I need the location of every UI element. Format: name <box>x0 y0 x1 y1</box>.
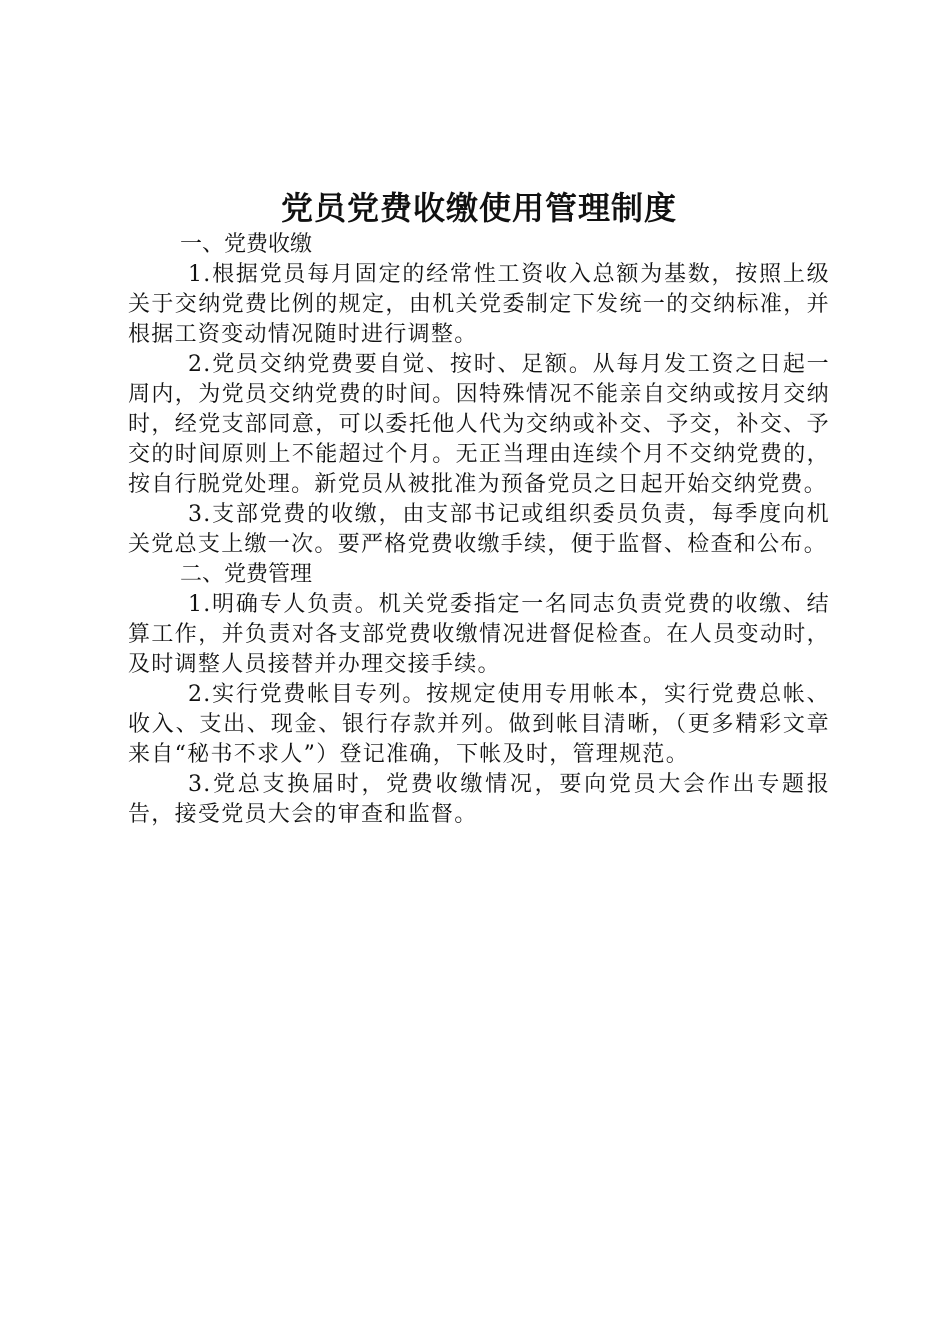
paragraph: 1.明确专人负责。机关党委指定一名同志负责党费的收缴、结算工作，并负责对各支部党费收缴情况进督促检查。在人员变动时，及时调整人员接替并办理交接手续。 <box>128 592 830 677</box>
paragraph: 3.支部党费的收缴，由支部书记或组织委员负责，每季度向机关党总支上缴一次。要严格党费收缴手续，便于监督、检查和公布。 <box>128 502 830 557</box>
paragraph: 1.根据党员每月固定的经常性工资收入总额为基数，按照上级关于交纳党费比例的规定，由机关党委制定下发统一的交纳标准，并根据工资变动情况随时进行调整。 <box>128 262 830 347</box>
document-title: 党员党费收缴使用管理制度 <box>280 189 677 227</box>
paragraph: 2.党员交纳党费要自觉、按时、足额。从每月发工资之日起一周内，为党员交纳党费的时间。因特殊情况不能亲自交纳或按月交纳时，经党支部同意，可以委托他人代为交纳或补交、予交，补交、予交的时间原则上不能超过个月。无正当理由连续个月不交纳党费的，按自行脱党处理。新党员从被批准为预备党员之日起开始交纳党费。 <box>128 352 830 497</box>
section-collection <box>128 230 830 560</box>
section-heading: 二、党费管理 <box>180 562 313 587</box>
document-page <box>128 186 830 830</box>
section-heading: 一、党费收缴 <box>180 232 313 257</box>
paragraph: 2.实行党费帐目专列。按规定使用专用帐本，实行党费总帐、收入、支出、现金、银行存款并列。做到帐目清晰，（更多精彩文章来自“秘书不求人”）登记准确，下帐及时，管理规范。 <box>128 682 830 767</box>
section-management <box>128 560 830 830</box>
paragraph: 3.党总支换届时，党费收缴情况，要向党员大会作出专题报告，接受党员大会的审查和监督。 <box>128 772 830 827</box>
